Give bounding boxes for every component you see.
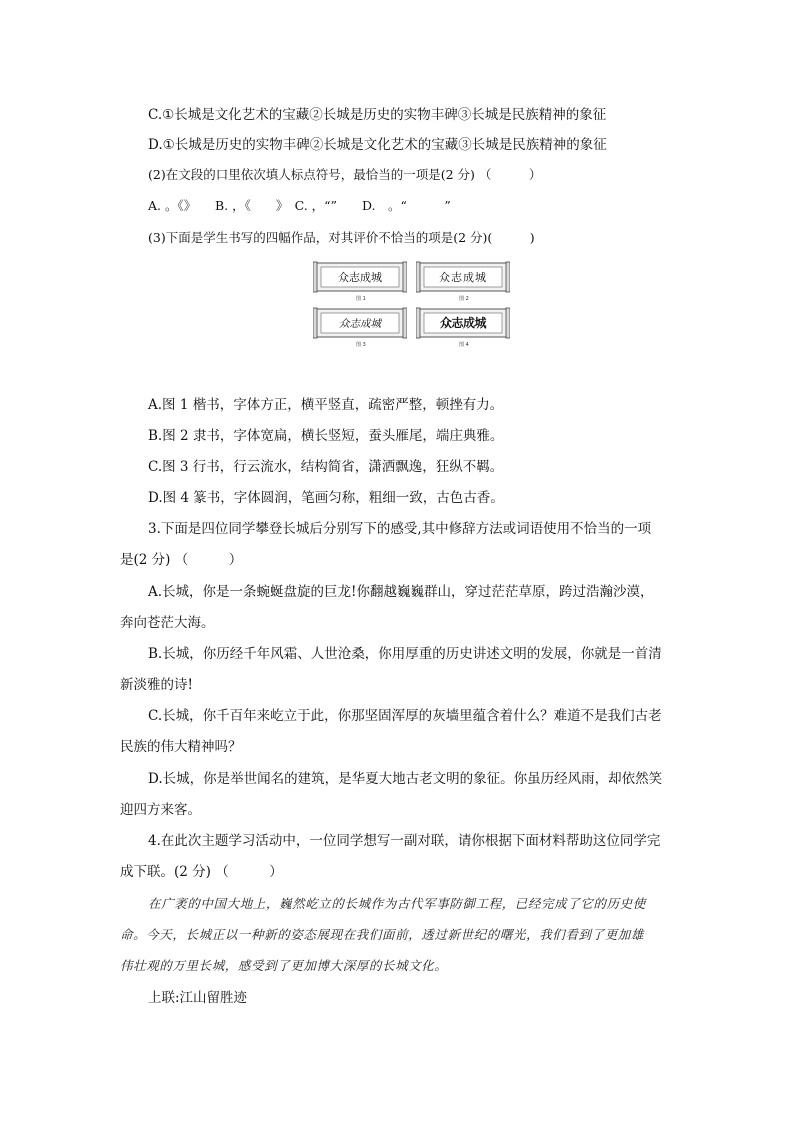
answer-a: A.图 1 楷书，字体方正，横平竖直，疏密严整，顿挫有力。 [148,397,504,413]
figure-1-text: 众志成城 [338,271,382,284]
figure-2-text: 众志成城 [439,271,487,284]
material-line-2: 命。今天，长城正以一种新的姿态展现在我们面前，透过新世纪的曙光，我们看到了更加雄 [120,927,645,942]
question-3-line-2: 是(2 分) （ ） [120,552,243,568]
answer-c: C.图 3 行书，行云流水，结构简省，潇洒飘逸，狂纵不羁。 [148,459,504,475]
question-2-2: (2)在文段的口里依次填人标点符号，最恰当的一项是(2 分) （ ） [148,167,542,182]
calligraphy-figure-1 [313,261,407,293]
q3-option-c-2: 民族的伟大精神吗？ [120,739,242,755]
question-3-line-1: 3.下面是四位同学攀登长城后分别写下的感受,其中修辞方法或词语使用不恰当的一项 [148,521,652,537]
question-2-3: (3)下面是学生书写的四幅作品，对其评价不恰当的项是(2 分)( ) [148,230,535,245]
figure-4-text: 众志成城 [439,316,486,330]
q3-option-c-1: C.长城，你千百年来屹立于此，你那坚固浑厚的灰墙里蕴含着什么？难道不是我们古老 [148,708,662,724]
q3-option-b-1: B.长城，你历经千年风霜、人世沧桑，你用厚重的历史讲述文明的发展，你就是一首清 [148,646,662,662]
figure-3-text: 众志成城 [339,318,381,330]
calligraphy-figure-2 [416,261,510,293]
calligraphy-figure-3 [313,307,407,339]
couplet-first-line: 上联:江山留胜迹 [148,990,248,1006]
figure-1-caption: 图 1 [356,296,366,302]
q3-option-d-2: 迎四方来客。 [120,802,201,818]
figure-4-caption: 图 4 [459,342,469,348]
question-4-line-1: 4.在此次主题学习活动中，一位同学想写一副对联，请你根据下面材料帮助这位同学完 [148,833,661,849]
q3-option-b-2: 新淡雅的诗! [120,677,193,693]
figure-2-caption: 图 2 [459,296,469,302]
q3-option-a-1: A.长城，你是一条蜿蜒盘旋的巨龙!你翻越巍巍群山，穿过茫茫草原，跨过浩瀚沙漠， [148,584,654,600]
material-line-3: 伟壮观的万里长城，感受到了更加博大深厚的长城文化。 [120,958,448,973]
answer-d: D.图 4 篆书，字体圆润，笔画匀称，粗细一致，古色古香。 [148,490,504,506]
q3-option-a-2: 奔向苍茫大海。 [120,615,215,631]
material-line-1: 在广袤的中国大地上，巍然屹立的长城作为古代军事防御工程，已经完成了它的历史使 [148,896,646,911]
calligraphy-figure-4 [416,307,510,339]
figure-3-caption: 图 3 [356,342,366,348]
answer-b: B.图 2 隶书，字体宽扁，横长竖短，蚕头雁尾，端庄典雅。 [148,428,504,444]
question-2-2-options: A. 。《》 B. ，《 》 C. ，“” D. 。“ ” [148,198,451,213]
option-d-text: D.①长城是历史的实物丰碑②长城是文化艺术的宝藏③长城是民族精神的象征 [148,137,607,153]
option-c-text: C.①长城是文化艺术的宝藏②长城是历史的实物丰碑③长城是民族精神的象征 [148,107,607,123]
question-4-line-2: 成下联。(2 分) （ ） [120,864,283,880]
q3-option-d-1: D.长城，你是举世闻名的建筑，是华夏大地古老文明的象征。你虽历经风雨，却依然笑 [148,771,663,787]
